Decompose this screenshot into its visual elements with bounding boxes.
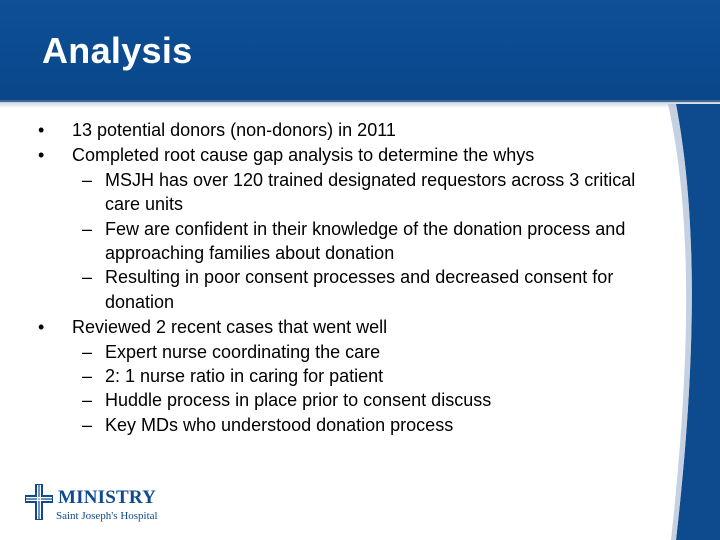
- dash-marker: –: [82, 218, 93, 239]
- sub-bullet-text: 2: 1 nurse ratio in caring for patient: [105, 366, 384, 387]
- dash-marker: –: [82, 390, 93, 411]
- dash-marker: –: [82, 341, 93, 362]
- sub-bullet-item: [30, 413, 670, 437]
- dash-marker: –: [82, 267, 93, 288]
- sub-bullet-item: [30, 217, 670, 266]
- bullet-marker: •: [38, 145, 45, 166]
- bullet-item: [30, 315, 670, 339]
- bullet-list: [30, 117, 670, 437]
- sub-bullet-item: [30, 364, 670, 388]
- sub-bullet-text: Expert nurse coordinating the care: [105, 341, 381, 362]
- sub-bullet-item: [30, 265, 670, 314]
- logo-name: MINISTRY: [58, 487, 157, 508]
- sub-bullet-text: MSJH has over 120 trained designated requestors across 3 critical care units: [105, 169, 636, 215]
- cross-icon: [24, 484, 54, 520]
- sub-bullet-text: Few are confident in their knowledge of the donation process and approaching families about donation: [105, 218, 626, 264]
- sub-bullet-item: [30, 168, 670, 217]
- bullet-text: 13 potential donors (non-donors) in 2011: [72, 120, 396, 140]
- bullet-item: [30, 118, 670, 142]
- bullet-marker: •: [38, 317, 45, 338]
- dash-marker: –: [82, 169, 93, 190]
- dash-marker: –: [82, 414, 93, 435]
- logo-subtitle: Saint Joseph's Hospital: [56, 510, 158, 522]
- sub-bullet-text: Huddle process in place prior to consent discuss: [105, 390, 492, 411]
- dash-marker: –: [82, 366, 93, 387]
- bullet-text: Reviewed 2 recent cases that went well: [72, 317, 388, 338]
- slide-title: Analysis: [42, 30, 193, 71]
- ministry-logo: [24, 484, 184, 528]
- sub-bullet-item: [30, 388, 670, 412]
- bullet-text: Completed root cause gap analysis to determine the whys: [72, 145, 535, 166]
- sub-bullet-text: Key MDs who understood donation process: [105, 414, 454, 435]
- sub-bullet-text: Resulting in poor consent processes and decreased consent for donation: [105, 267, 614, 312]
- bullet-marker: •: [38, 120, 45, 140]
- sub-bullet-item: [30, 340, 670, 364]
- bullet-item: [30, 143, 670, 167]
